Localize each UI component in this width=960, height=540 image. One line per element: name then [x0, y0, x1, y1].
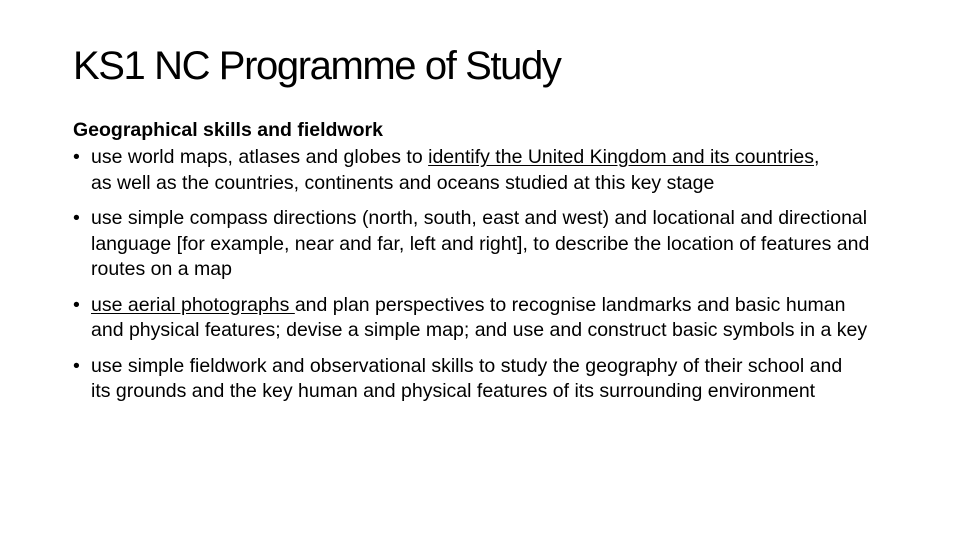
item-underlined-text: identify the United Kingdom and its countries	[428, 146, 814, 168]
slide-content	[73, 118, 873, 415]
item-text: , as well as the countries, continents and oceans studied at this key stage	[91, 146, 820, 194]
bullet-icon: •	[73, 354, 80, 377]
list-item	[73, 293, 881, 344]
section-heading: Geographical skills and fieldwork	[73, 119, 383, 141]
list-item	[73, 145, 836, 196]
bullet-icon: •	[73, 293, 80, 316]
list-item	[73, 354, 856, 405]
item-text: use simple fieldwork and observational skills to study the geography of their school and its grounds and the key human and physical features of its surrounding environment	[91, 354, 843, 402]
slide-title: KS1 NC Programme of Study	[73, 44, 561, 88]
item-underlined-text: use aerial photographs	[91, 293, 295, 316]
bullet-icon: •	[73, 146, 80, 168]
item-text: use world maps, atlases and globes to	[91, 146, 429, 168]
item-text: and plan perspectives to recognise landmarks and basic human and physical features; devise a simple map; and use and construct basic symbols in a key	[91, 293, 868, 341]
list-item	[73, 206, 881, 283]
bullet-icon: •	[73, 207, 80, 229]
item-text: use simple compass directions (north, south, east and west) and locational and directional language [for example, near and far, left and right], to describe the location of features and routes on a map	[91, 207, 870, 280]
bullet-list	[73, 145, 873, 405]
